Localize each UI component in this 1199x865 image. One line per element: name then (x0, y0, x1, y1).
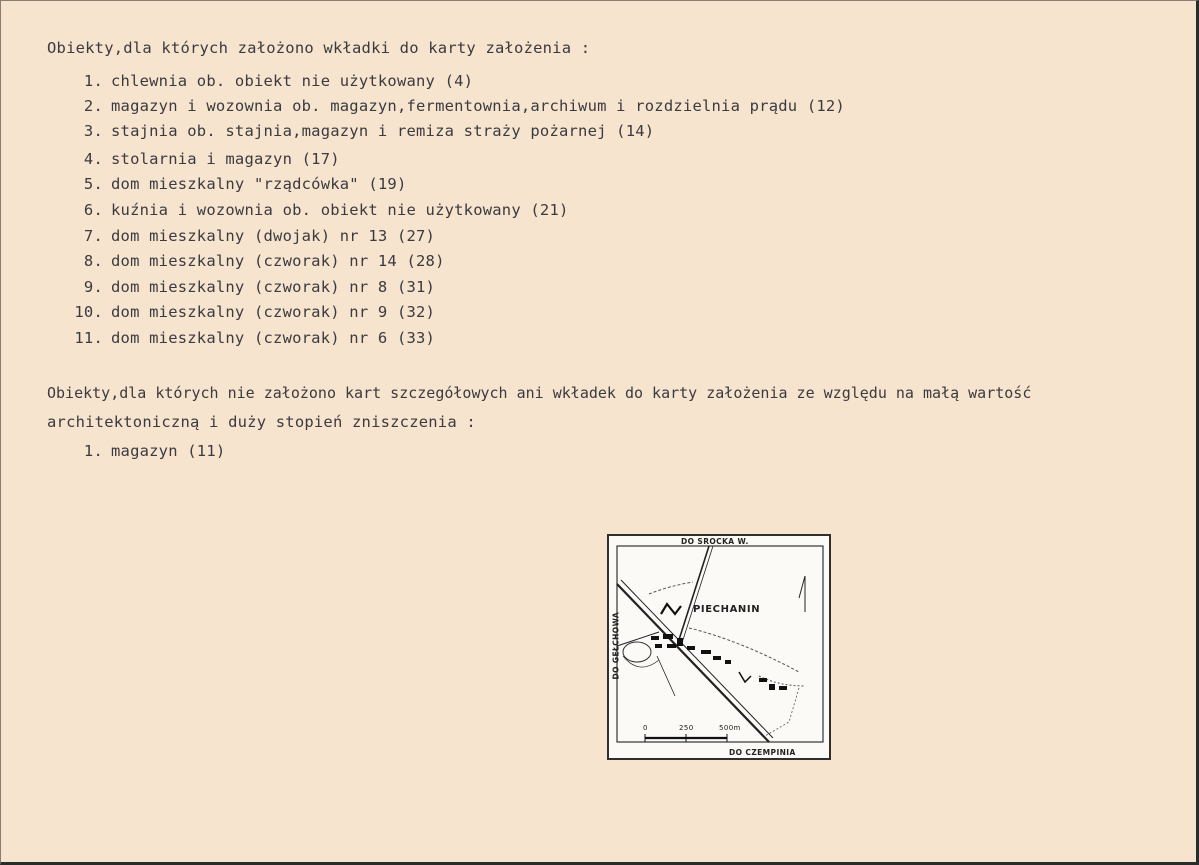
list-item: 10. dom mieszkalny (czworak) nr 9 (32) (74, 303, 436, 321)
list-item: 5. dom mieszkalny "rządcówka" (19) (83, 175, 407, 193)
map-scale-label: 250 (679, 724, 694, 732)
heading-wkladki: Obiekty,dla których założono wkładki do karty założenia : (47, 39, 591, 57)
map-scale-label: 500m (719, 724, 741, 732)
list-item: 1. magazyn (11) (83, 442, 226, 460)
map-title: PIECHANIN (693, 604, 761, 615)
map-road-label-north: DO SROCKA W. (681, 537, 749, 546)
list-item: 6. kuźnia i wozownia ob. obiekt nie użytkowany (21) (83, 201, 569, 219)
list-item: 3. stajnia ob. stajnia,magazyn i remiza straży pożarnej (14) (83, 122, 655, 140)
list-item: 1. chlewnia ob. obiekt nie użytkowany (4) (83, 72, 474, 90)
map-road-label-south: DO CZEMPINIA (729, 748, 796, 757)
heading-brak-kart-cont: architektoniczną i duży stopień zniszczenia : (47, 413, 476, 431)
list-item: 11. dom mieszkalny (czworak) nr 6 (33) (74, 329, 436, 347)
list-item: 4. stolarnia i magazyn (17) (83, 150, 340, 168)
list-item: 7. dom mieszkalny (dwojak) nr 13 (27) (83, 227, 436, 245)
list-item: 2. magazyn i wozownia ob. magazyn,fermentownia,archiwum i rozdzielnia prądu (12) (83, 97, 845, 115)
map-scale-label: 0 (643, 724, 648, 732)
list-item: 9. dom mieszkalny (czworak) nr 8 (31) (83, 278, 436, 296)
list-item: 8. dom mieszkalny (czworak) nr 14 (28) (83, 252, 445, 270)
heading-brak-kart: Obiekty,dla których nie założono kart szczegółowych ani wkładek do karty założenia ze względu na małą wartość (47, 384, 1032, 402)
location-map (607, 534, 831, 760)
map-road-label-west: DO GEŁCHOWA (611, 611, 621, 680)
